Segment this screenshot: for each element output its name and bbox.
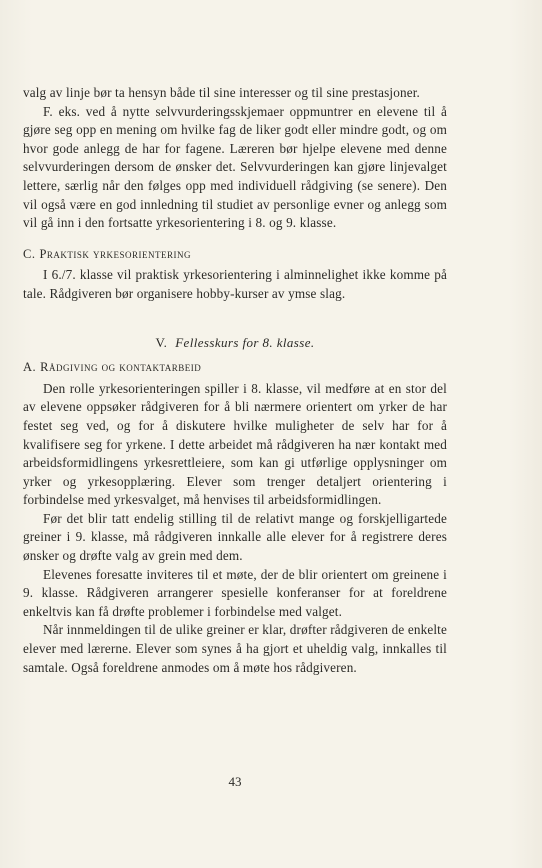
section-a-paragraph-2: Før det blir tatt endelig stilling til de relativt mange og forskjelligartede greiner i 9. klasse, må rådgiveren innkalle alle elever for å registrere deres ønsker og drøfte valg av grein med dem.: [23, 510, 447, 564]
chapter-heading: [23, 334, 447, 353]
chapter-number: V.: [155, 334, 168, 350]
paragraph-2: F. eks. ved å nytte selvvurderingsskjemaer oppmuntrer en elevene til å gjøre seg opp en mening om hvilke fag de liker godt eller mindre godt, og om hvor gode anlegg de har for fagene. Læreren bør hjelpe elevene med denne selvvurderingen dersom de ønsker det. Selvvurderingen kan gjøre linjevalget lettere, særlig når den følges opp med individuell rådgiving (se senere). Den vil også være en god innledning til studiet av personlige evner og anlegg som vil gå inn i den fortsatte yrkesorientering i 8. og 9. klasse.: [23, 103, 447, 231]
section-c-title: Praktisk yrkesorientering: [39, 246, 192, 261]
section-a-paragraph-3: Elevenes foresatte inviteres til et møte, der de blir orientert om greinene i 9. klasse. Rådgiveren arrangerer spesielle konferanser for at foreldrene enkeltvis kan få drøfte problemer i forbindelse med valget.: [23, 566, 447, 619]
paragraph-1: valg av linje bør ta hensyn både til sine interesser og til sine prestasjoner.: [23, 85, 420, 100]
section-c-heading: [23, 245, 447, 264]
page-body: [23, 84, 447, 677]
section-a-title: Rådgiving og kontaktarbeid: [40, 360, 202, 375]
section-a-letter: A.: [23, 360, 37, 375]
page-number: 43: [228, 774, 242, 789]
section-c-paragraph: I 6./7. klasse vil praktisk yrkesorientering i alminnelighet ikke komme på tale. Rådgiveren bør organisere hobby-kurser av ymse slag.: [23, 267, 447, 301]
section-c-letter: C.: [23, 246, 36, 261]
section-a-paragraph-4: Når innmeldingen til de ulike greiner er klar, drøfter rådgiveren de enkelte elever med lærerne. Elever som synes å ha gjort et uheldig valg, innkalles til samtale. Også foreldrene anmodes om å møte hos rådgiveren.: [23, 622, 447, 675]
chapter-title: Fellesskurs for 8. klasse.: [175, 334, 315, 350]
section-a-heading: [23, 358, 447, 377]
section-a-paragraph-1: Den rolle yrkesorienteringen spiller i 8. klasse, vil medføre at en stor del av elevene oppsøker rådgiveren for å bli nærmere orientert om yrker de har festet seg ved, og for å diskutere hvilke muligheter de selv har for å kvalifisere seg for yrkene. I dette arbeidet må rådgiveren ha nær kontakt med arbeidsformidlingens yrkesrettleiere, som kan gi utførlige opplysninger om yrker og yrkesopplæring. Elever som trenger detaljert orientering i forbindelse med yrkesvalget, må henvises til arbeidsformidlingen.: [23, 380, 447, 508]
